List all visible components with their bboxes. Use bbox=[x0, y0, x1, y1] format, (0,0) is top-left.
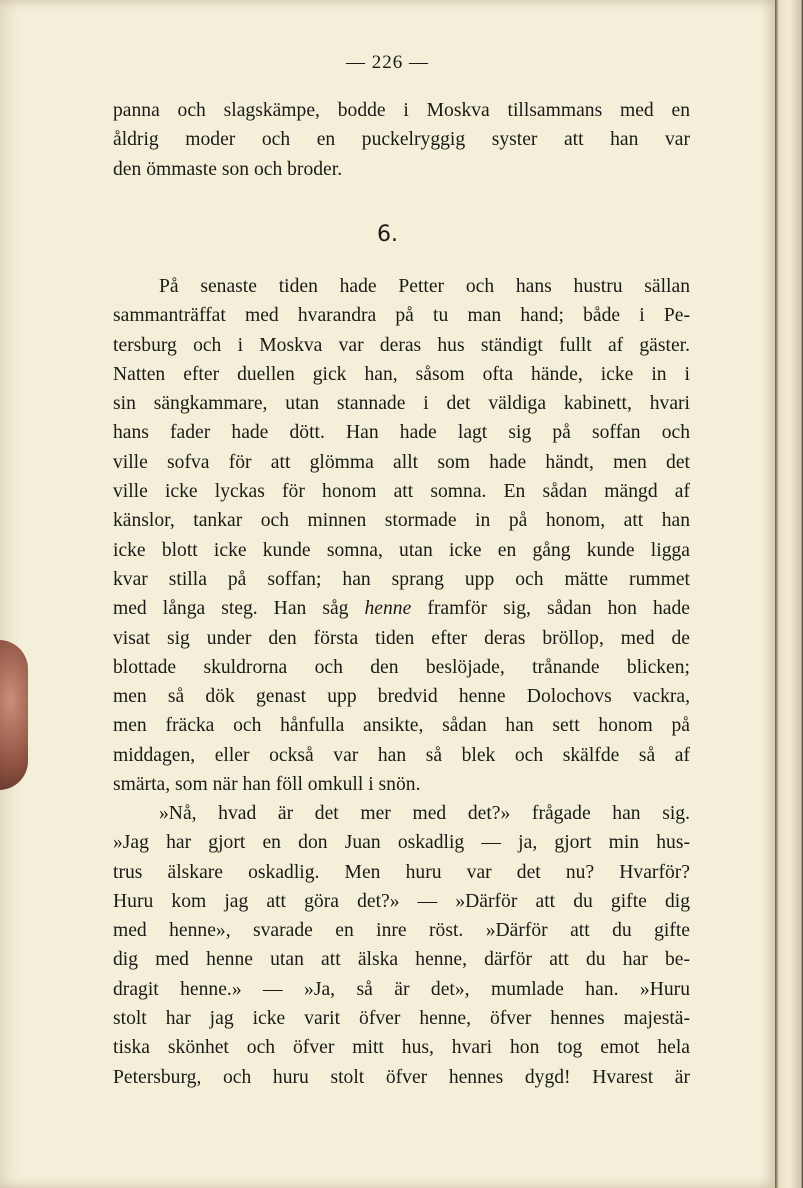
text-line: stolt har jag icke varit öfver henne, öfver hennes majestä- bbox=[113, 1008, 690, 1030]
thumb-holding-page bbox=[0, 640, 28, 790]
text-line: med henne», svarade en inre röst. »Därför att du gifte bbox=[113, 920, 690, 942]
italic-word: henne bbox=[364, 598, 412, 620]
text-line: men så dök genast upp bredvid henne Dolochovs vackra, bbox=[113, 686, 690, 708]
text-line: smärta, som när han föll omkull i snön. bbox=[113, 774, 421, 796]
dialogue-paragraph bbox=[113, 799, 690, 1092]
text-line: ville sofva för att glömma allt som hade händt, men det bbox=[113, 451, 690, 473]
page-edge bbox=[775, 0, 803, 1188]
text-line: den ömmaste son och broder. bbox=[113, 158, 343, 180]
text-line: åldrig moder och en puckelryggig syster att han var bbox=[113, 129, 690, 151]
chapter-number: 6. bbox=[377, 222, 398, 247]
text-line: dig med henne utan att älska henne, därför att du har be- bbox=[113, 949, 690, 971]
top-paragraph bbox=[113, 96, 690, 184]
text-line: icke blott icke kunde somna, utan icke en gång kunde ligga bbox=[113, 539, 690, 561]
text-line: men fräcka och hånfulla ansikte, sådan han sett honom på bbox=[113, 715, 690, 737]
text-line: sin sängkammare, utan stannade i det väldiga kabinett, hvari bbox=[113, 393, 690, 415]
text-line: känslor, tankar och minnen stormade in på honom, att han bbox=[113, 510, 690, 532]
text-line: hans fader hade dött. Han hade lagt sig på soffan och bbox=[113, 422, 690, 444]
text-line: »Jag har gjort en don Juan oskadlig — ja, gjort min hus- bbox=[113, 832, 690, 854]
text-line: Huru kom jag att göra det?» — »Därför att du gifte dig bbox=[113, 890, 690, 912]
text-line: tiska skönhet och öfver mitt hus, hvari hon tog emot hela bbox=[113, 1037, 690, 1059]
text-line: dragit henne.» — »Ja, så är det», mumlade han. »Huru bbox=[113, 978, 690, 1000]
text-line: panna och slagskämpe, bodde i Moskva tillsammans med en bbox=[113, 100, 690, 121]
text-line: middagen, eller också var han så blek och skälfde så af bbox=[113, 744, 690, 766]
text-line: Natten efter duellen gick han, såsom ofta hände, icke in i bbox=[113, 363, 690, 385]
page-number: — 226 — bbox=[346, 52, 429, 73]
text-line: På senaste tiden hade Petter och hans hustru sällan bbox=[159, 276, 690, 297]
text-line: ville icke lyckas för honom att somna. En sådan mängd af bbox=[113, 481, 690, 503]
text-line: tersburg och i Moskva var deras hus ständigt fullt af gäster. bbox=[113, 334, 690, 356]
text-line: kvar stilla på soffan; han sprang upp och mätte rummet bbox=[113, 568, 690, 590]
text-line: med långa steg. Han såg henne framför sig, sådan hon hade bbox=[113, 598, 690, 620]
text-line: Petersburg, och huru stolt öfver hennes dygd! Hvarest är bbox=[113, 1066, 690, 1088]
text-line: visat sig under den första tiden efter deras bröllop, med de bbox=[113, 627, 690, 649]
text-line: »Nå, hvad är det mer med det?» frågade han sig. bbox=[159, 803, 690, 824]
text-line: trus älskare oskadlig. Men huru var det nu? Hvarför? bbox=[113, 861, 690, 883]
text-line: sammanträffat med hvarandra på tu man hand; både i Pe- bbox=[113, 305, 690, 327]
body-paragraph bbox=[113, 272, 690, 799]
text-line: blottade skuldrorna och den beslöjade, trånande blicken; bbox=[113, 656, 690, 678]
